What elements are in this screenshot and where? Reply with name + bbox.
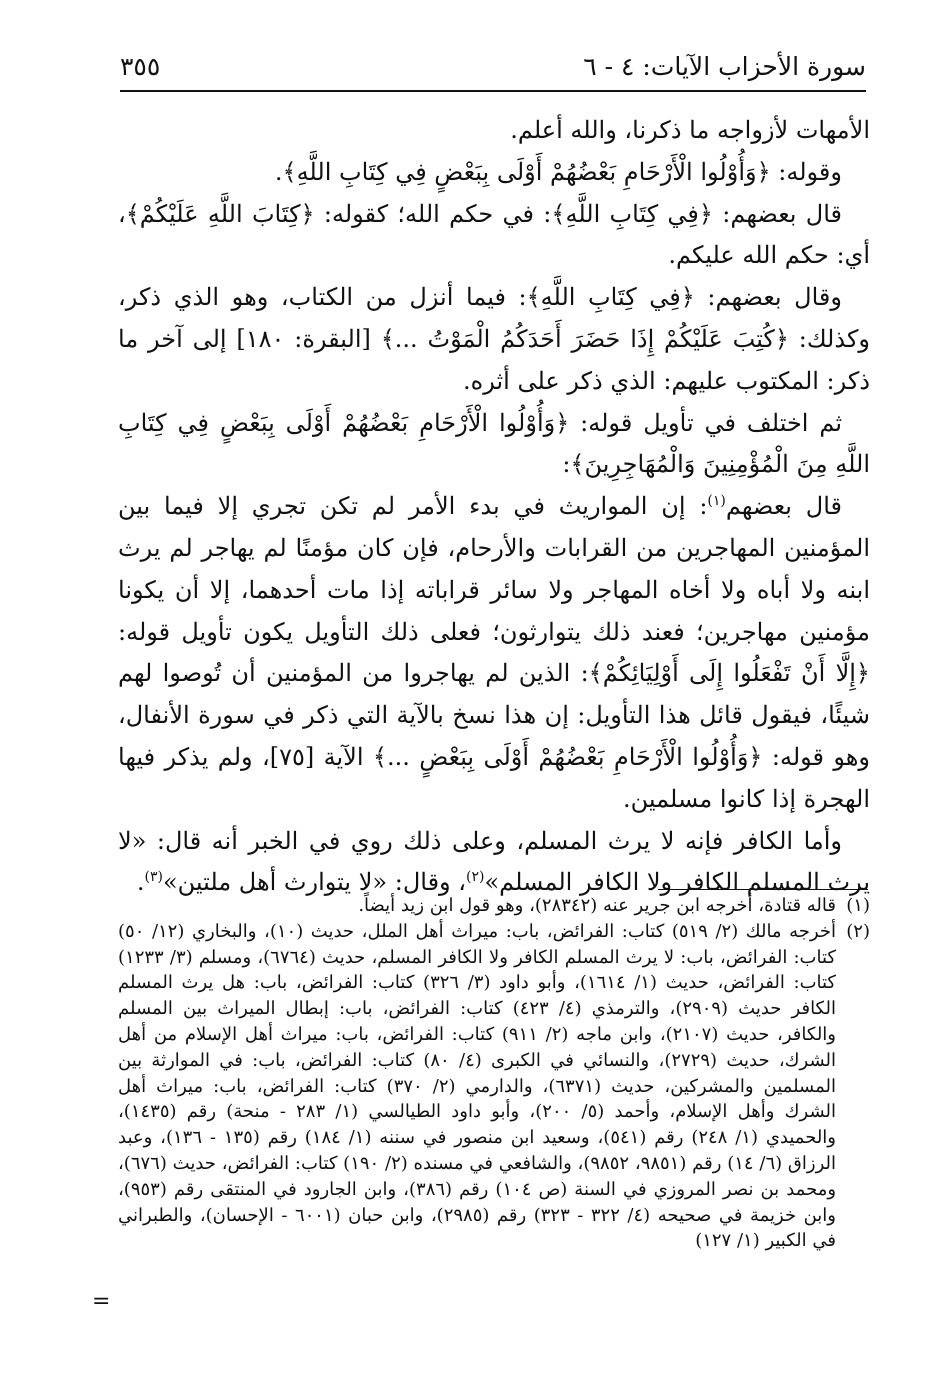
page-number: ٣٥٥ [120, 52, 161, 81]
footnote-number: (٢) [846, 920, 870, 942]
continuation-mark: = [92, 1289, 111, 1314]
paragraph-7-end: . [136, 868, 145, 897]
footnote-text: أخرجه مالك (٢/ ٥١٩) كتاب: الفرائض، باب: ميراث أهل الملل، حديث (١٠)، والبخاري (١٢/ ٥٠) كتاب: الفرائض، باب: لا يرث المسلم الكافر ولا الكافر المسلم، حديث (٦٧٦٤)، ومسلم (٣/ ١٢٣٣) كتاب: الفرائض، حديث (١/ ١٦١٤)، وأبو داود (٣/ ٣٢٦) كتاب: الفرائض، باب: هل يرث المسلم الكافر حديث (٢٩٠٩)، والترمذي (٤/ ٤٢٣) كتاب: الفرائض، باب: إبطال الميراث بين المسلم والكافر، حديث (٢١٠٧)، وابن ماجه (٢/ ٩١١) كتاب: الفرائض، باب: ميراث أهل الإسلام من أهل الشرك، حديث (٢٧٢٩)، والنسائي في الكبرى (٤/ ٨٠) كتاب: الفرائض، باب: في الموارثة بين المسلمين والمشركين، حديث (٦٣٧١)، والدارمي (٢/ ٣٧٠) كتاب: الفرائض، باب: ميراث أهل الشرك وأهل الإسلام، وأحمد (٥/ ٢٠٠)، وأبو داود الطيالسي (١/ ٢٨٣ - منحة) رقم (١٤٣٥)، والحميدي (١/ ٢٤٨) رقم (٥٤١)، وسعيد ابن منصور في سننه (١/ ١٨٤) رقم (١٣٥ - ١٣٦)، وعبد الرزاق (٦/ ١٤) رقم (٩٨٥١، ٩٨٥٢)، والشافعي في مسنده (٢/ ١٩٠) كتاب: الفرائض، حديث (٦٧٦)، ومحمد بن نصر المروزي في السنة (ص ١٠٤) رقم (٣٨٦)، وابن الجارود في المنتقى رقم (٩٥٣)، وابن خزيمة في صحيحه (٤/ ٣٢٢ - ٣٢٣) رقم (٢٩٨٥)، وابن حبان (٦٠٠١ - الإحسان)، والطبراني في الكبير (١/ ١٢٧) [118, 920, 837, 1252]
paragraph-7 [118, 821, 870, 905]
main-text [118, 110, 870, 904]
footnote-separator [658, 889, 868, 890]
paragraph-2: وقوله: ﴿وَأُوْلُوا الْأَرْحَامِ بَعْضُهُمْ أَوْلَى بِبَعْضٍ فِي كِتَابِ اللَّهِ﴾. [274, 157, 842, 186]
footnote-number: (١) [846, 895, 870, 916]
footnote-ref-1: (١) [707, 493, 726, 510]
footnotes [118, 893, 870, 1254]
paragraph-7-mid: ، وقال: «لا يتوارث أهل ملتين» [162, 868, 467, 897]
footnote-2 [118, 919, 870, 1254]
paragraph-6-rest: : إن المواريث في بدء الأمر لم تكن تجري إلا فيما بين المؤمنين المهاجرين من القرابات والأرحام، فإن كان مؤمنًا لم يهاجر لم يرث ابنه ولا أباه ولا أخاه المهاجر ولا سائر قراباته إذا مات أحدهما، إلا أن يكونا مؤمنين مهاجرين؛ فعند ذلك يتوارثون؛ فعلى ذلك التأويل يكون تأويل قوله: ﴿إِلَّا أَنْ تَفْعَلُوا إِلَى أَوْلِيَائِكُمْ﴾: الذين لم يهاجروا من المؤمنين أن تُوصوا لهم شيئًا، فيقول قائل هذا التأويل: إن هذا نسخ بالآية التي ذكر في سورة الأنفال، وهو قوله: ﴿وَأُوْلُوا الْأَرْحَامِ بَعْضُهُمْ أَوْلَى بِبَعْضٍ ...﴾ الآية [٧٥]، ولم يذكر فيها الهجرة إذا كانوا مسلمين. [118, 492, 871, 813]
footnote-ref-2: (٢) [466, 869, 485, 886]
footnote-text: قاله قتادة، أخرجه ابن جرير عنه (٢٨٣٤٢)، وهو قول ابن زيد أيضاً. [358, 895, 836, 916]
running-title: سورة الأحزاب الآيات: ٤ - ٦ [583, 52, 866, 81]
paragraph-6-start: قال بعضهم [725, 492, 842, 521]
footnote-ref-3: (٣) [144, 869, 163, 886]
paragraph-6 [118, 486, 870, 820]
page-header [120, 50, 866, 92]
paragraph-1: الأمهات لأزواجه ما ذكرنا، والله أعلم. [510, 116, 870, 144]
footnote-1 [118, 893, 870, 919]
paragraph-5: ثم اختلف في تأويل قوله: ﴿وَأُوْلُوا الْأَرْحَامِ بَعْضُهُمْ أَوْلَى بِبَعْضٍ فِي كِتَابِ اللَّهِ مِنَ الْمُؤْمِنِينَ وَالْمُهَاجِرِينَ﴾: [118, 408, 870, 479]
paragraph-7-start: وأما الكافر فإنه لا يرث المسلم، وعلى ذلك روي في الخبر أنه قال: «لا يرث المسلم الكافر ولا الكافر المسلم» [118, 826, 870, 897]
paragraph-4: وقال بعضهم: ﴿فِي كِتَابِ اللَّهِ﴾: فيما أنزل من الكتاب، وهو الذي ذكر، وكذلك: ﴿كُتِبَ عَلَيْكُمْ إِذَا حَضَرَ أَحَدَكُمُ الْمَوْتُ ...﴾ [البقرة: ١٨٠] إلى آخر ما ذكر: المكتوب عليهم: الذي ذكر على أثره. [118, 283, 870, 395]
paragraph-3: قال بعضهم: ﴿فِي كِتَابِ اللَّهِ﴾: في حكم الله؛ كقوله: ﴿كِتَابَ اللَّهِ عَلَيْكُمْ﴾، أي: حكم الله عليكم. [118, 199, 870, 270]
